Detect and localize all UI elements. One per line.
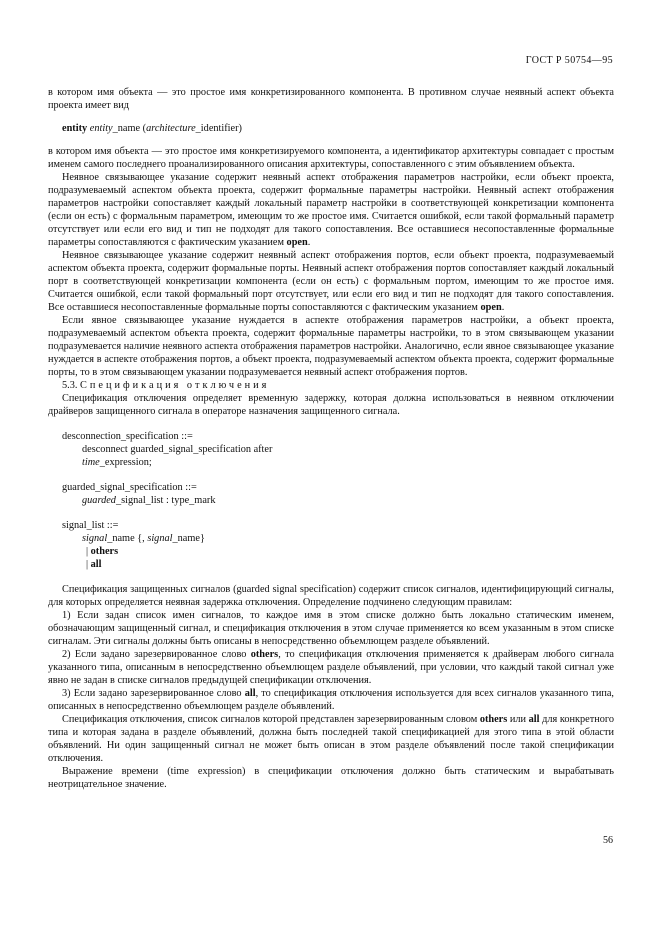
keyword-after: after [253,444,273,455]
paragraph-intro: в котором имя объекта — это простое имя конкретизированного компонента. В противном случае неявный аспект объекта проекта имеет вид [48,87,614,111]
paragraph-3: Неявное связывающее указание содержит неявный аспект отображения портов, если объект проекта, подразумеваемый аспектом объекта проекта, содержит формальные порты. Неявный аспект отображения портов сопоставляет каждый локальный порт в соответствующей конкретизации компонента (если он есть) с формальным портом, имеющим то же простое имя. Считается ошибкой, если такой формальный порт отсутствует, или если его вид и тип не подходят для такого сопоставления. Все оставшиеся несопоставленные формальные порты сопоставляются с фактическим указанием open. [48,250,614,313]
code-line: guarded_signal_specification ::= [62,482,197,493]
code-text: ( [140,123,147,134]
rule-3 [48,687,614,713]
page-number: 56 [603,835,613,846]
section-title: Спецификация отключения [80,380,270,391]
paragraph-text: , то спецификация отключения используется для всех сигналов указанного типа, описанных в непосредственно объемлющем разделе объявлений. [48,688,614,712]
keyword-open: open [480,302,502,313]
page-header-standard: ГОСТ Р 50754—95 [525,55,613,66]
paragraph-text: Неявное связывающее указание содержит неявный аспект отображения портов, если объект проекта, подразумеваемый аспектом объекта проекта, содержит формальные порты. Неявный аспект отображения портов сопоставляет каждый локальный порт в соответствующей конкретизации компонента (если он есть) с формальным портом, имеющим то же простое имя. Считается ошибкой, если такой формальный порт отсутствует, или если его вид и тип не подходят для такого сопоставления. Все оставшиеся несопоставленные формальные порты сопоставляются с фактическим указанием [48,250,614,313]
code-italic: entity [89,123,113,134]
keyword-open: open [286,237,308,248]
paragraph-6: Спецификация защищенных сигналов (guarded signal specification) содержит список сигналов, идентифицирующий сигналы, для которых определяется неявная задержка отключения. Определение подчинено следующим правилам: [48,584,614,608]
section-number: 5.3. [62,380,78,391]
code-text: _name} [172,533,205,544]
code-text: _expression; [99,457,152,468]
paragraph-4: Если явное связывающее указание нуждается в аспекте отображения параметров настройки, а объект проекта, подразумеваемый аспектом объекта проекта, содержит формальные параметры настройки, то в этом связывающем указании подразумевается наличие неявного аспекта отображения параметров настройки. Аналогично, если явное связывающее указание нуждается в аспекте отображения портов, а объект проекта, подразумеваемый аспектом объекта проекта, содержит формальные порты, то в этом связывающем указании подразумевается неявный аспект отображения портов. [48,315,614,378]
keyword-all: all [90,559,102,570]
paragraph-1: в котором имя объекта — это простое имя конкретизируемого компонента, а идентификатор архитектуры совпадает с простым именем самого последнего проанализированного описания архитектуры, сопоставленного с этим объявлением объекта. [48,146,614,170]
keyword-disconnect: desconnect [82,444,128,455]
paragraph-text: Неявное связывающее указание содержит неявный аспект отображения параметров настройки, если объект проекта, подразумеваемый аспектом объекта проекта, содержит формальные параметры настройки. Неявный аспект отображения параметров настройки сопоставляет каждый локальный параметр настройки в соответствующей конкретизации компонента (если он есть) с формальным параметром, имеющим то же простое имя. Считается ошибкой, если такой формальный параметр отсутствует или если его вид и тип не подходят для такого сопоставления. Все оставшиеся несопоставленные формальные параметры сопоставляются с фактическим указанием [48,172,614,248]
code-disconnection-spec [48,430,614,469]
code-italic: time [82,457,100,468]
code-line [62,545,614,558]
code-text: guarded_signal_specification [127,444,254,455]
code-line [62,558,614,571]
paragraph-text: 3) Если задано зарезервированное слово [62,688,245,699]
paragraph-text: для конкретного типа и которая задана в разделе объявлений, должна быть последней такой спецификацией для этого типа в этой области объявлений. Ни один защищенный сигнал не может быть описан в этом разделе объявлений после такой спецификации отключения. [48,714,614,764]
code-italic: signal [82,533,108,544]
code-line [62,456,614,469]
page-body [48,86,614,791]
paragraph-text: , то спецификация отключения применяется к драйверам любого сигнала указанного типа, описанным в непосредственно объемлющем разделе объявлений, при условии, что каждый такой сигнал уже явно не задан в списке сигналов предыдущей спецификации отключения. [48,649,614,686]
code-text: _name {, [107,533,148,544]
code-guarded-signal-spec [48,481,614,507]
code-line [62,532,614,545]
section-heading [48,379,614,392]
paragraph-5: Спецификация отключения определяет временную задержку, которая должна использоваться в неявном отключении драйверов защищенного сигнала в операторе назначения защищенного сигнала. [48,393,614,417]
paragraph-7 [48,713,614,765]
code-text: | [86,546,91,557]
keyword-all: all [244,688,256,699]
paragraph-text: Спецификация отключения, список сигналов которой представлен зарезервированным словом [62,714,480,725]
code-italic: architecture [146,123,196,134]
code-text: _identifier) [195,123,242,134]
code-text: _signal_list : type_mark [115,495,216,506]
paragraph-text: или [507,714,529,725]
paragraph-text: 2) Если задано зарезервированное слово [62,649,251,660]
code-italic: guarded [82,495,116,506]
code-line: signal_list ::= [62,520,119,531]
rule-1: 1) Если задан список имен сигналов, то каждое имя в этом списке должно быть локально статическим именем, обозначающим защищенный сигнал, и спецификация отключения в этом случае применяется ко всем указанным в этом списке сигналам. Эти сигналы должны быть описаны в непосредственно объемлющем разделе объявлений. [48,610,614,647]
code-signal-list [48,519,614,571]
code-italic: signal [147,533,173,544]
paragraph-2: Неявное связывающее указание содержит неявный аспект отображения параметров настройки, если объект проекта, подразумеваемый аспектом объекта проекта, содержит формальные параметры настройки. Неявный аспект отображения параметров настройки сопоставляет каждый локальный параметр настройки в соответствующей конкретизации компонента (если он есть) с формальным параметром, имеющим то же простое имя. Считается ошибкой, если такой формальный параметр отсутствует или если его вид и тип не подходят для такого сопоставления. Все оставшиеся несопоставленные формальные параметры сопоставляются с фактическим указанием open. [48,172,614,248]
paragraph-8: Выражение времени (time expression) в спецификации отключения должно быть статическим и вырабатывать неотрицательное значение. [48,766,614,790]
code-line [62,443,614,456]
keyword-others: others [90,546,119,557]
code-text: _name [112,123,141,134]
rule-2 [48,648,614,687]
keyword-entity: entity [62,123,88,134]
keyword-all: all [528,714,540,725]
keyword-others: others [250,649,279,660]
code-line [62,494,614,507]
code-line: desconnection_specification ::= [62,431,193,442]
code-entity-aspect [48,122,614,135]
keyword-others: others [479,714,508,725]
code-text: | [86,559,91,570]
